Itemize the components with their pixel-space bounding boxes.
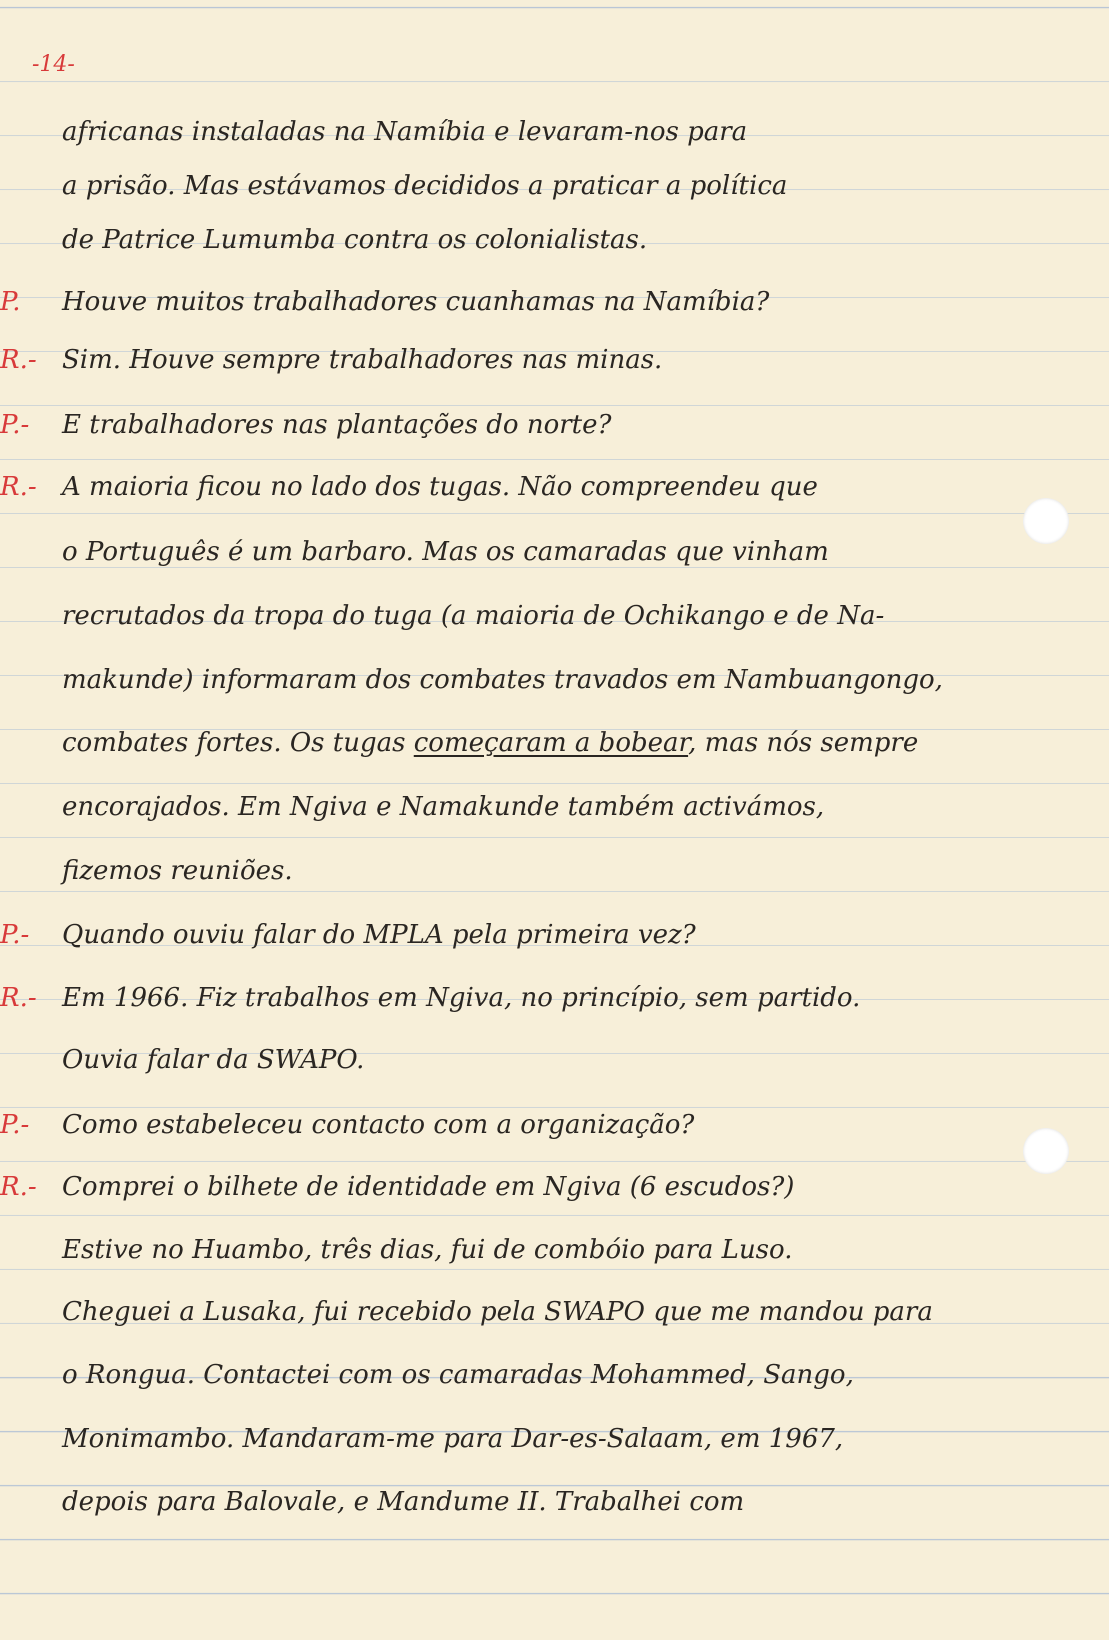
line-text: Sim. Houve sempre trabalhadores nas minas. bbox=[62, 345, 663, 375]
text-line bbox=[0, 1360, 1030, 1404]
answer-marker: R.- bbox=[0, 345, 37, 375]
line-text: Como estabeleceu contacto com a organização? bbox=[62, 1110, 695, 1140]
text-line bbox=[0, 856, 1030, 900]
answer-marker: R.- bbox=[0, 983, 37, 1013]
line-text-part: combates fortes. Os tugas bbox=[62, 728, 414, 758]
line-text bbox=[62, 728, 918, 758]
answer-line bbox=[0, 983, 1030, 1027]
line-text: Ouvia falar da SWAPO. bbox=[62, 1045, 365, 1075]
line-text: Monimambo. Mandaram-me para Dar-es-Salaam, em 1967, bbox=[62, 1424, 844, 1454]
line-text: E trabalhadores nas plantações do norte? bbox=[62, 410, 612, 440]
text-line bbox=[0, 171, 1030, 215]
line-text: encorajados. Em Ngiva e Namakunde também activámos, bbox=[62, 792, 825, 822]
line-text: recrutados da tropa do tuga (a maioria de Ochikango e de Na- bbox=[62, 601, 885, 631]
text-line bbox=[0, 792, 1030, 836]
text-line bbox=[0, 1424, 1030, 1468]
text-line bbox=[0, 225, 1030, 269]
line-text: de Patrice Lumumba contra os colonialistas. bbox=[62, 225, 648, 255]
text-line bbox=[0, 537, 1030, 581]
text-line bbox=[0, 1297, 1030, 1341]
line-text-part: , mas nós sempre bbox=[688, 728, 919, 758]
text-line bbox=[0, 1045, 1030, 1089]
text-line bbox=[0, 1235, 1030, 1279]
question-line bbox=[0, 287, 1030, 331]
line-text: Em 1966. Fiz trabalhos em Ngiva, no princípio, sem partido. bbox=[62, 983, 861, 1013]
answer-line bbox=[0, 472, 1030, 516]
line-text: depois para Balovale, e Mandume II. Trabalhei com bbox=[62, 1487, 745, 1517]
answer-marker: R.- bbox=[0, 1172, 37, 1202]
answer-marker: R.- bbox=[0, 472, 37, 502]
line-text: africanas instaladas na Namíbia e levaram-nos para bbox=[62, 117, 748, 147]
underlined-phrase: começaram a bobear bbox=[413, 728, 689, 758]
question-line bbox=[0, 920, 1030, 964]
question-line bbox=[0, 1110, 1030, 1154]
line-text: Quando ouviu falar do MPLA pela primeira vez? bbox=[62, 920, 696, 950]
page-number: -14- bbox=[32, 52, 75, 77]
line-text: Cheguei a Lusaka, fui recebido pela SWAPO que me mandou para bbox=[62, 1297, 933, 1327]
question-line bbox=[0, 410, 1030, 454]
line-text: fizemos reuniões. bbox=[62, 856, 293, 886]
line-text: o Rongua. Contactei com os camaradas Mohammed, Sango, bbox=[62, 1360, 854, 1390]
text-line bbox=[0, 665, 1030, 709]
line-text: o Português é um barbaro. Mas os camaradas que vinham bbox=[62, 537, 829, 567]
question-marker: P.- bbox=[0, 410, 30, 440]
line-text: A maioria ficou no lado dos tugas. Não compreendeu que bbox=[62, 472, 818, 502]
line-text: Comprei o bilhete de identidade em Ngiva (6 escudos?) bbox=[62, 1172, 795, 1202]
line-text: Estive no Huambo, três dias, fui de combóio para Luso. bbox=[62, 1235, 793, 1265]
question-marker: P.- bbox=[0, 920, 30, 950]
line-text: a prisão. Mas estávamos decididos a praticar a política bbox=[62, 171, 788, 201]
line-text: makunde) informaram dos combates travados em Nambuangongo, bbox=[62, 665, 943, 695]
text-line bbox=[0, 601, 1030, 645]
answer-line bbox=[0, 345, 1030, 389]
question-marker: P.- bbox=[0, 1110, 30, 1140]
text-line bbox=[0, 117, 1030, 161]
text-line bbox=[0, 728, 1030, 772]
question-marker: P. bbox=[0, 287, 21, 317]
line-text: Houve muitos trabalhadores cuanhamas na Namíbia? bbox=[62, 287, 770, 317]
text-line bbox=[0, 1487, 1030, 1531]
answer-line bbox=[0, 1172, 1030, 1216]
